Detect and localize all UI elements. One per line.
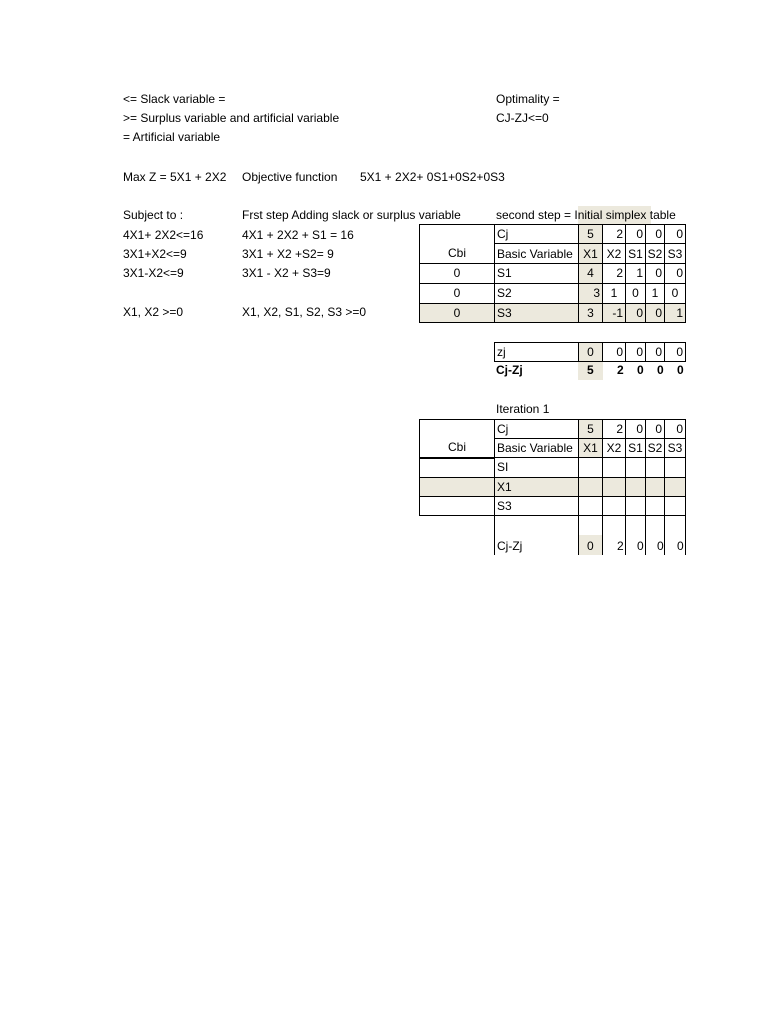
- objective-expr: 5X1 + 2X2+ 0S1+0S2+0S3: [360, 170, 505, 184]
- basic-var-cell: S3: [494, 303, 579, 323]
- table-cell: 0: [625, 283, 646, 304]
- zj-value: 0: [645, 342, 665, 362]
- table-cell: [645, 477, 665, 497]
- cbi-header: Cbi: [447, 246, 466, 260]
- cbi-cell: 0: [419, 283, 495, 304]
- table-cell: 4: [578, 263, 603, 284]
- subject-to: Subject to :: [123, 208, 184, 222]
- cj-zj-label: Cj-Zj: [496, 363, 523, 377]
- cj-zj-value: 0: [657, 363, 664, 377]
- cj-zj-label: Cj-Zj: [497, 539, 523, 553]
- table-cell: [625, 477, 646, 497]
- constraint-1: 4X1+ 2X2<=16: [123, 228, 204, 242]
- col-header: X1: [578, 243, 603, 264]
- cj-label: Cj: [494, 224, 579, 244]
- table-cell: 0: [645, 303, 665, 323]
- basic-var-cell: SI: [494, 457, 579, 478]
- table-cell: [645, 496, 665, 516]
- zj-value: 0: [664, 342, 686, 362]
- table-cell: 0: [664, 263, 686, 284]
- first-step-eq3: 3X1 - X2 + S3=9: [242, 266, 331, 280]
- cj-value: 0: [664, 419, 686, 439]
- cj-value: 0: [625, 224, 646, 244]
- cj-value: 2: [602, 419, 626, 439]
- cj-zj-value: 0: [587, 539, 594, 553]
- note-artificial: = Artificial variable: [123, 130, 221, 144]
- table-cell: [664, 496, 686, 516]
- table-cell: -1: [602, 303, 626, 323]
- cbi-cell: [419, 477, 495, 497]
- table-cell: [645, 457, 665, 478]
- table-cell: 3: [578, 303, 603, 323]
- table-cell: [625, 457, 646, 478]
- cj-zj-value: 0: [637, 363, 644, 377]
- cj-value: 0: [625, 419, 646, 439]
- table-cell: 1: [664, 303, 686, 323]
- cj-zj-value: 0: [657, 539, 664, 553]
- first-step-eq2: 3X1 + X2 +S2= 9: [242, 247, 334, 261]
- first-step-eq1: 4X1 + 2X2 + S1 = 16: [242, 228, 354, 242]
- col-header: S2: [645, 438, 665, 458]
- col-header: X2: [602, 438, 626, 458]
- basic-variable-header: Basic Variable: [494, 438, 579, 458]
- table-cell: [602, 477, 626, 497]
- cbi-cell: 0: [419, 303, 495, 323]
- col-header: X1: [578, 438, 603, 458]
- table-cell: [664, 477, 686, 497]
- basic-var-cell: S2: [494, 283, 579, 304]
- basic-var-cell: S3: [494, 496, 579, 516]
- col-header: X2: [602, 243, 626, 264]
- cj-zj-value: 2: [617, 539, 624, 553]
- max-z: Max Z = 5X1 + 2X2: [123, 170, 227, 184]
- col-header: S1: [625, 438, 646, 458]
- table-cell: [664, 457, 686, 478]
- first-step-title: Frst step Adding slack or surplus variable: [242, 208, 461, 222]
- table-cell: 2: [602, 263, 626, 284]
- cj-zj-value: 2: [617, 363, 624, 377]
- iteration-title: Iteration 1: [496, 402, 550, 416]
- constraint-3: 3X1-X2<=9: [123, 266, 184, 280]
- col-header: S3: [664, 243, 686, 264]
- table-cell: [578, 496, 603, 516]
- cj-value: 5: [578, 419, 603, 439]
- table-cell: [578, 477, 603, 497]
- nonneg-constraint: X1, X2 >=0: [123, 305, 184, 319]
- cj-value: 0: [645, 224, 665, 244]
- zj-value: 0: [578, 342, 603, 362]
- objective-label: Objective function: [242, 170, 338, 184]
- cj-value: 2: [602, 224, 626, 244]
- cj-zj-value: 5: [587, 363, 594, 377]
- table-cell: 0: [664, 283, 686, 304]
- basic-var-cell: X1: [494, 477, 579, 497]
- second-step-title: second step = Initial simplex table: [496, 208, 676, 222]
- col-header: S1: [625, 243, 646, 264]
- note-slack: <= Slack variable =: [123, 92, 226, 106]
- zj-label: zj: [494, 342, 579, 362]
- cj-value: 5: [578, 224, 603, 244]
- table-cell: 1: [602, 283, 626, 304]
- optimality-label: Optimality =: [496, 92, 560, 106]
- table-cell: 0: [645, 263, 665, 284]
- table-cell: [578, 457, 603, 478]
- cbi-cell: [419, 457, 495, 478]
- cbi-header: Cbi: [447, 440, 466, 454]
- basic-variable-header: Basic Variable: [494, 243, 579, 264]
- first-step-nonneg: X1, X2, S1, S2, S3 >=0: [242, 305, 367, 319]
- table-cell: 1: [645, 283, 665, 304]
- cj-zj-value: 0: [677, 363, 684, 377]
- table-cell: 3: [578, 283, 603, 304]
- zj-value: 0: [602, 342, 626, 362]
- col-header: S2: [645, 243, 665, 264]
- constraint-2: 3X1+X2<=9: [123, 247, 187, 261]
- cj-value: 0: [645, 419, 665, 439]
- cj-zj-value: 0: [637, 539, 644, 553]
- col-header: S3: [664, 438, 686, 458]
- table-cell: [625, 496, 646, 516]
- table-cell: 0: [625, 303, 646, 323]
- cj-value: 0: [664, 224, 686, 244]
- zj-value: 0: [625, 342, 646, 362]
- table-cell: 1: [625, 263, 646, 284]
- cbi-cell: 0: [419, 263, 495, 284]
- note-surplus: >= Surplus variable and artificial variable: [123, 111, 340, 125]
- cbi-cell: [419, 496, 495, 516]
- cj-zj-value: 0: [677, 539, 684, 553]
- basic-var-cell: S1: [494, 263, 579, 284]
- table-cell: [602, 457, 626, 478]
- table-cell: [602, 496, 626, 516]
- cj-label: Cj: [494, 419, 579, 439]
- optimality-rule: CJ-ZJ<=0: [496, 111, 549, 125]
